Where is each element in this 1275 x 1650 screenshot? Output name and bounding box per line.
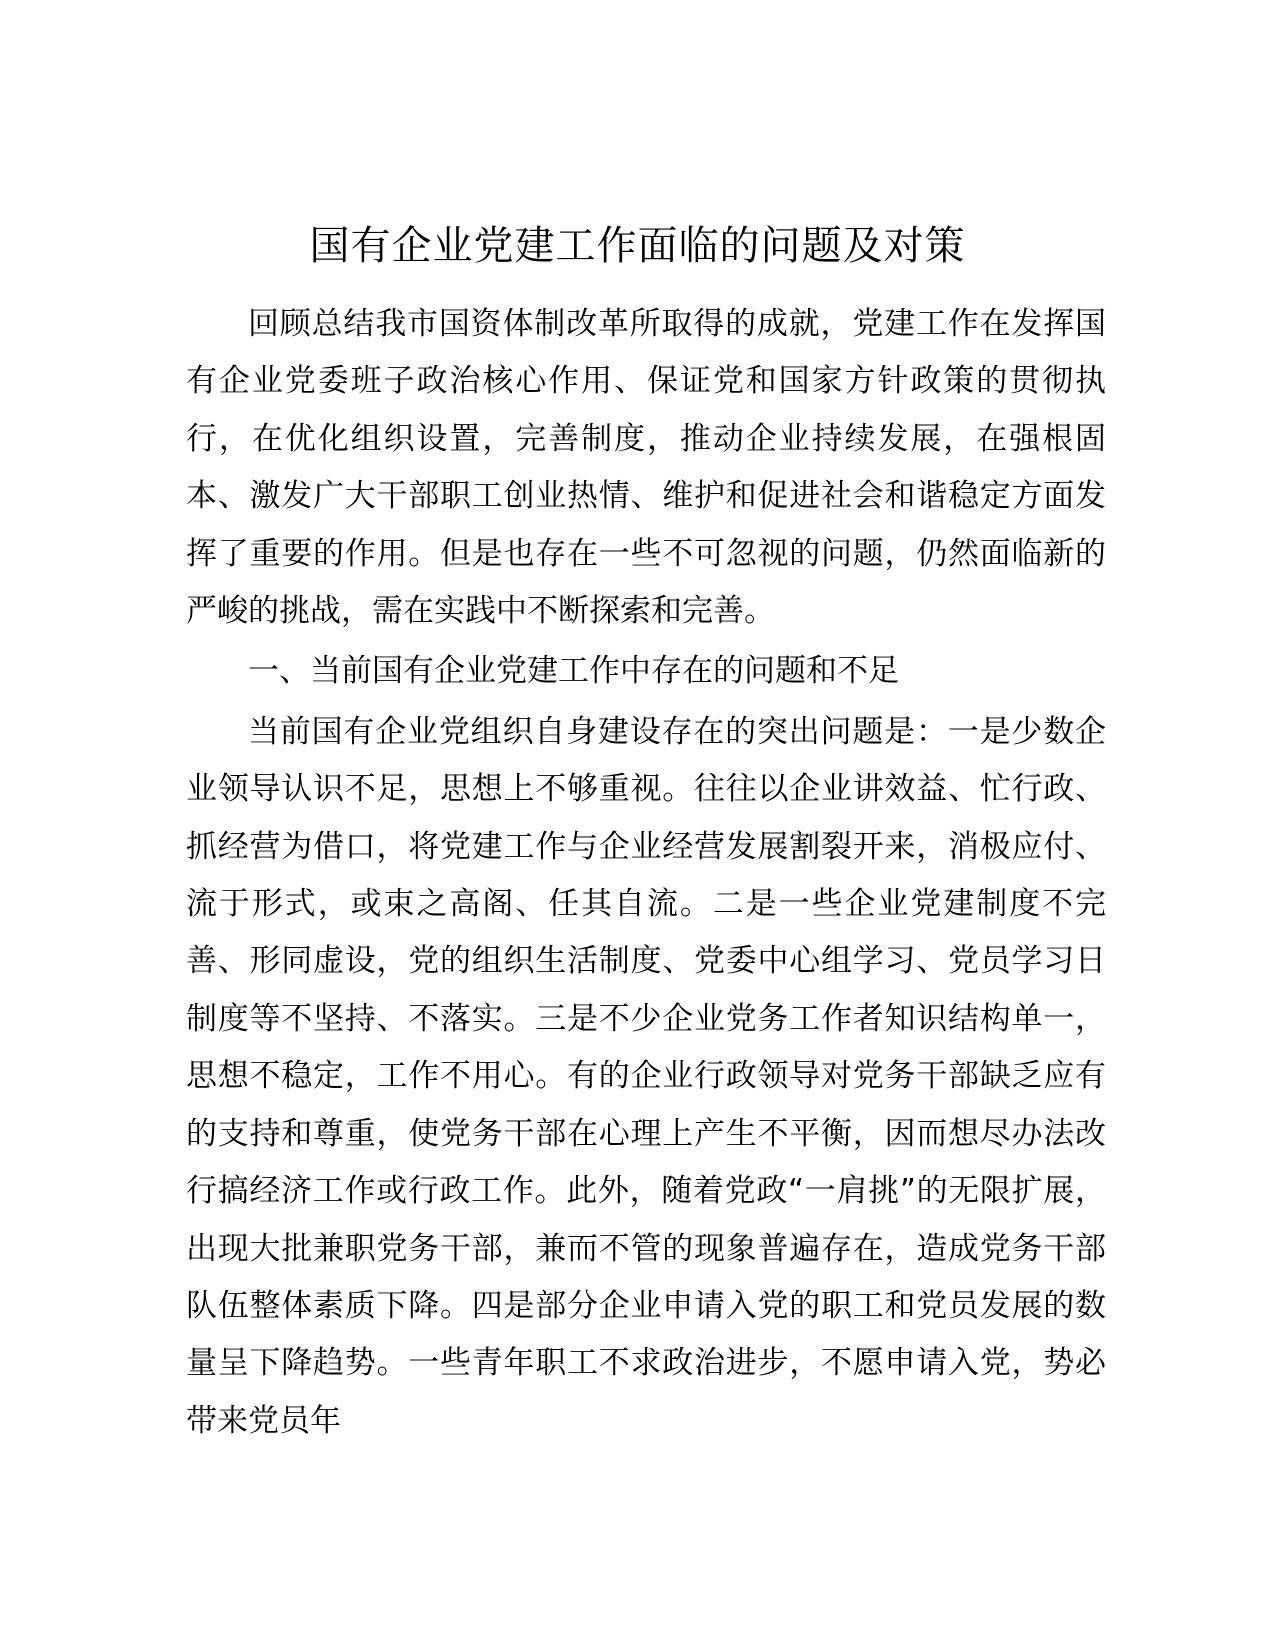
document-title: 国有企业党建工作面临的问题及对策: [309, 223, 966, 269]
intro-paragraph: 回顾总结我市国资体制改革所取得的成就，党建工作在发挥国有企业党委班子政治核心作用、保证党和国家方针政策的贯彻执行，在优化组织设置，完善制度，推动企业持续发展，在强根固本、激发广大干部职工创业热情、维护和促进社会和谐稳定方面发挥了重要的作用。但是也存在一些不可忽视的问题，仍然面临新的严峻的挑战，需在实践中不断探索和完善。: [186, 306, 1106, 630]
section-paragraph: 当前国有企业党组织自身建设存在的突出问题是：一是少数企业领导认识不足，思想上不够重视。往往以企业讲效益、忙行政、抓经营为借口，将党建工作与企业经营发展割裂开来，消极应付、流于形式，或束之高阁、任其自流。二是一些企业党建制度不完善、形同虚设，党的组织生活制度、党委中心组学习、党员学习日制度等不坚持、不落实。三是不少企业党务工作者知识结构单一，思想不稳定，工作不用心。有的企业行政领导对党务干部缺乏应有的支持和尊重，使党务干部在心理上产生不平衡，因而想尽办法改行搞经济工作或行政工作。此外，随着党政“一肩挑”的无限扩展，出现大批兼职党务干部，兼而不管的现象普遍存在，造成党务干部队伍整体素质下降。四是部分企业申请入党的职工和党员发展的数量呈下降趋势。一些青年职工不求政治进步，不愿申请入党，势必带来党员年: [186, 713, 1106, 1439]
document-body: [186, 296, 1106, 1450]
section-heading: 一、当前国有企业党建工作中存在的问题和不足: [248, 653, 899, 690]
